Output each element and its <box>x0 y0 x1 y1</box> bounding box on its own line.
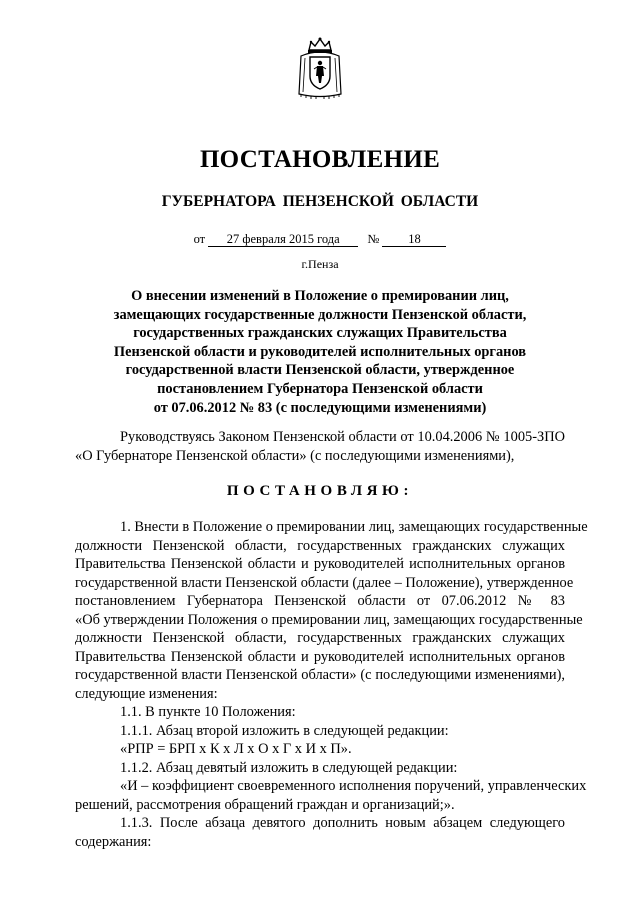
heading-line: от 07.06.2012 № 83 (с последующими изменениями) <box>153 399 487 416</box>
heading-line: постановлением Губернатора Пензенской области <box>157 380 483 397</box>
number-sign: № <box>367 232 380 246</box>
document-title: ПОСТАНОВЛЕНИЕ <box>199 146 441 173</box>
preamble-line: «О Губернаторе Пензенской области» (с последующими изменениями), <box>75 448 515 464</box>
body-line: постановлением Губернатора Пензенской области от 07.06.2012 № 83 <box>75 593 565 609</box>
heading-line: замещающих государственные должности Пензенской области, <box>113 306 527 323</box>
heading-line: Пензенской области и руководителей исполнительных органов <box>113 343 527 360</box>
heading-line: государственной власти Пензенской области, утвержденное <box>125 362 515 379</box>
body-line: 1.1.3. После абзаца девятого дополнить новым абзацем следующего <box>120 815 565 831</box>
body-line: Правительства Пензенской области и руководителей исполнительных органов <box>75 649 565 665</box>
body-line: 1. Внести в Положение о премировании лиц, замещающих государственные <box>120 519 588 535</box>
document-date: 27 февраля 2015 года <box>208 232 358 247</box>
body-line: 1.1. В пункте 10 Положения: <box>120 704 296 720</box>
heading-line: О внесении изменений в Положение о премировании лиц, <box>131 288 509 304</box>
body-line: решений, рассмотрения обращений граждан и организаций;». <box>75 797 455 813</box>
heading-line: государственных гражданских служащих Правительства <box>133 325 507 342</box>
date-number-line <box>0 232 640 247</box>
body-line: 1.1.2. Абзац девятый изложить в следующей редакции: <box>120 760 458 776</box>
body-line: 1.1.1. Абзац второй изложить в следующей редакции: <box>120 723 449 739</box>
coat-of-arms-icon <box>297 36 343 100</box>
document-city: г.Пенза <box>301 257 339 271</box>
body-line: «Об утверждении Положения о премировании лиц, замещающих государственные <box>75 612 583 628</box>
body-line: содержания: <box>75 834 152 850</box>
date-prefix: от <box>193 232 206 246</box>
body-line: «И – коэффициент своевременного исполнения поручений, управленческих <box>120 778 587 794</box>
body-line: «РПР = БРП х К х Л х О х Г х И х П». <box>120 741 352 757</box>
document-subtitle: ГУБЕРНАТОРА ПЕНЗЕНСКОЙ ОБЛАСТИ <box>161 193 479 210</box>
body-line: Правительства Пензенской области и руководителей исполнительных органов <box>75 556 565 572</box>
decree-word: ПОСТАНОВЛЯЮ: <box>226 483 414 499</box>
document-number: 18 <box>382 232 446 247</box>
body-line: государственной власти Пензенской области» (с последующими изменениями), <box>75 667 565 683</box>
document-heading <box>100 287 540 417</box>
body-line: следующие изменения: <box>75 686 218 702</box>
body-line: должности Пензенской области, государственных гражданских служащих <box>75 538 565 554</box>
body-line: должности Пензенской области, государственных гражданских служащих <box>75 630 565 646</box>
preamble-line: Руководствуясь Законом Пензенской области от 10.04.2006 № 1005-ЗПО <box>120 429 565 445</box>
body-line: государственной власти Пензенской области (далее – Положение), утвержденное <box>75 575 574 591</box>
